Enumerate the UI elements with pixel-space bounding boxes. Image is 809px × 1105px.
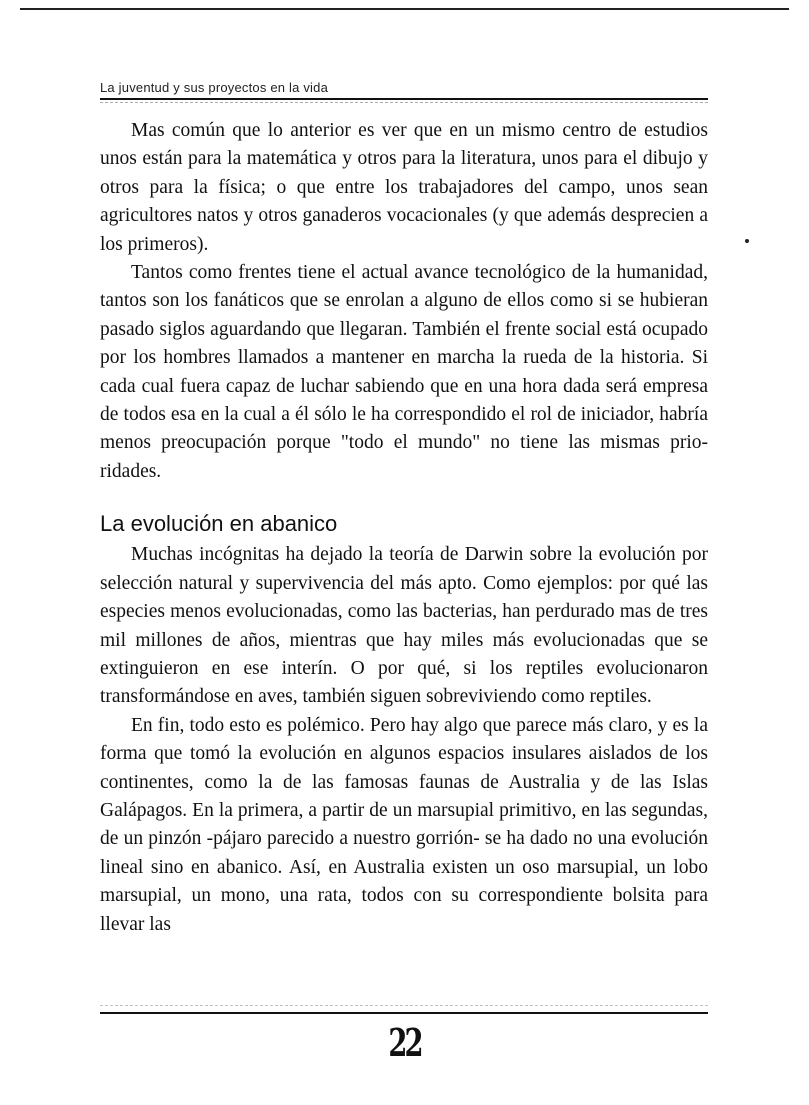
footer-rule xyxy=(100,1012,708,1014)
body-paragraph: Mas común que lo anterior es ver que en un mismo centro de estudios unos están para la matemática y otros para la literatura, unos para el dibujo y otros para la física; o que entre los trabajadores del campo, unos sean agricultores natos y otros ganaderos vocacionales (y que además desprecien a los primeros). xyxy=(100,120,708,255)
header-rule-shadow xyxy=(100,102,708,104)
page-body xyxy=(100,117,708,939)
body-paragraph: En fin, todo esto es polémico. Pero hay algo que parece más claro, y es la forma que tomó la evolución en algunos espacios insulares aislados de los continentes, como la de las famosas faunas de Australia y de las Islas Galápagos. En la primera, a partir de un marsupial primitivo, en las segundas, de un pinzón -pájaro parecido a nuestro gorrión- se ha dado no una evolución lineal sino en abanico. Así, en Australia existen un oso marsupial, un lobo marsupial, un mono, una rata, todos con su correspondiente bolsita para llevar las xyxy=(100,714,708,935)
header-rule xyxy=(100,98,708,100)
section-heading: La evolución en abanico xyxy=(100,511,338,537)
body-paragraph: Tantos como frentes tiene el actual avance tecnológico de la humanidad, tantos son los fanáticos que se enrolan a alguno de ellos como si se hubieran pasado siglos aguardando que llegaran. También el frente social está ocupado por los hombres llamados a mantener en marcha la rueda de la historia. Si cada cual fuera capaz de luchar sabiendo que en una hora dada será empresa de todos esa en la cual a él sólo le ha correspondido el rol de iniciador, habría menos preocupación porque "todo el mundo" no tiene las mismas prioridades. xyxy=(100,262,708,482)
page-number: 22 xyxy=(388,1020,421,1065)
running-header: La juventud y sus proyectos en la vida xyxy=(100,80,329,95)
margin-speck xyxy=(745,239,749,243)
footer-rule-shadow xyxy=(100,1005,708,1007)
body-paragraph: Muchas incógnitas ha dejado la teoría de Darwin sobre la evolución por selección natural y supervivencia del más apto. Como ejemplos: por qué las especies menos evolucionadas, como las bacterias, han perdurado mas de tres mil millones de años, mientras que hay miles más evolucionadas que se extinguieron en ese interín. O por qué, si los reptiles evolucionaron transformándose en aves, también siguen sobreviviendo como reptiles. xyxy=(100,544,708,708)
top-border-rule xyxy=(20,8,789,10)
